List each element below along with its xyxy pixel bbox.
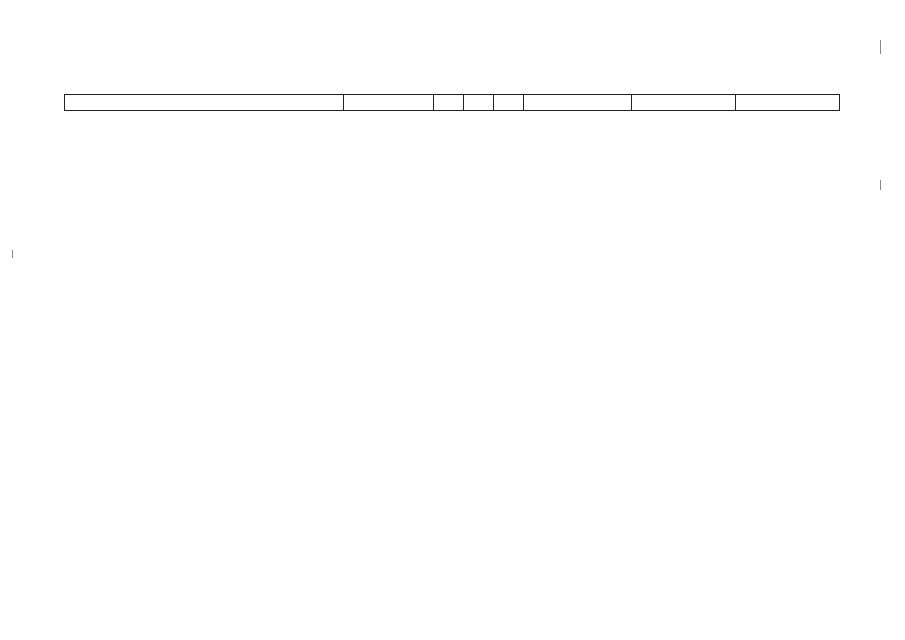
header-col-7 [631, 95, 735, 110]
scan-mark [880, 180, 881, 190]
header-col-8 [735, 95, 839, 110]
header-col-5 [493, 95, 523, 110]
header-col-3 [433, 95, 463, 110]
scan-mark [12, 250, 13, 258]
header-col-4 [463, 95, 493, 110]
header-col-2 [343, 95, 433, 110]
header-col-1 [65, 95, 343, 110]
table-header [64, 94, 840, 111]
header-col-6 [523, 95, 631, 110]
scan-mark [880, 40, 881, 54]
